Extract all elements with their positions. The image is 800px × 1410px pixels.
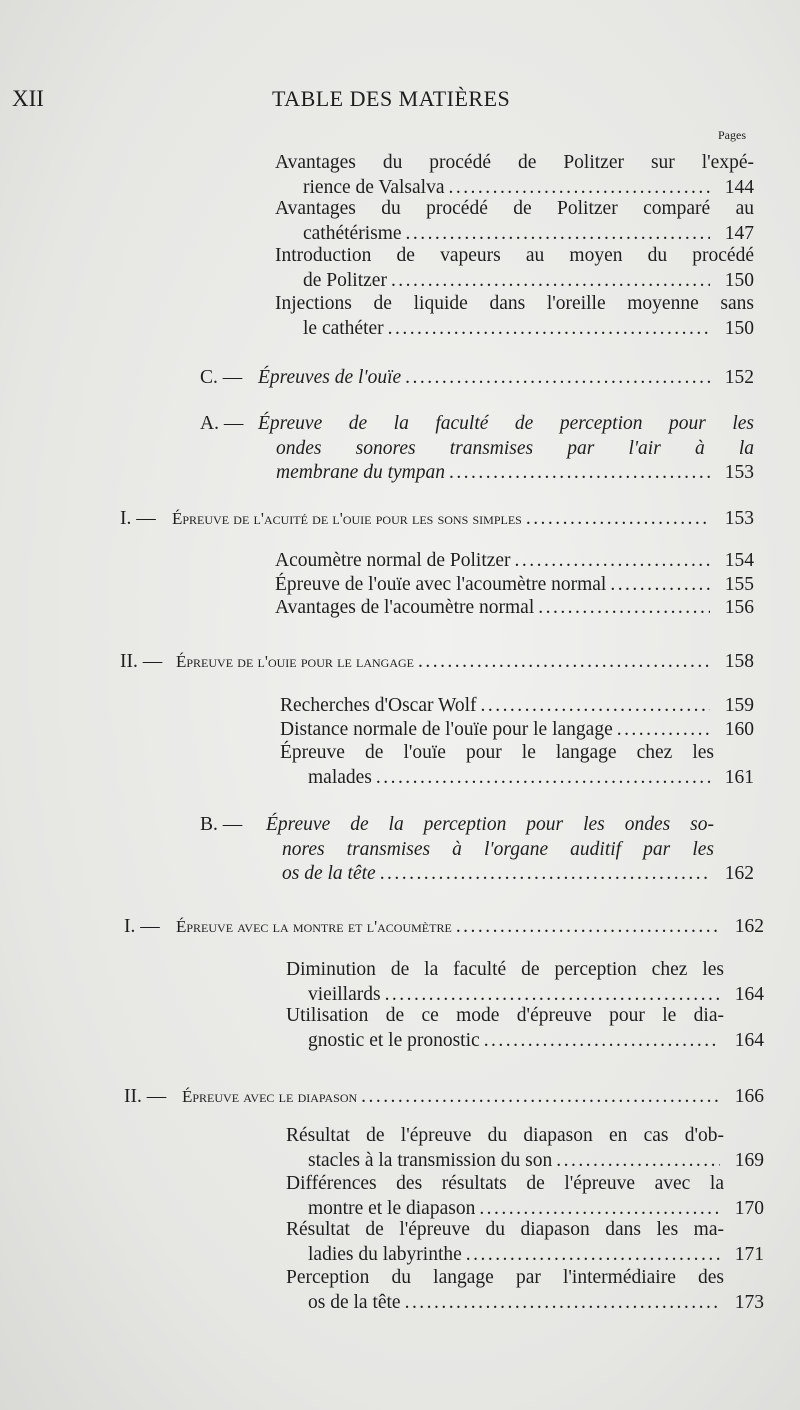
toc-subsection (120, 507, 754, 532)
entry-title: le cathéter (303, 317, 384, 339)
page-title: TABLE DES MATIÈRES (272, 86, 511, 111)
dot-leader (481, 694, 710, 719)
entry-title: de Politzer (303, 269, 387, 291)
toc-entry (275, 292, 754, 341)
dot-leader (526, 507, 710, 532)
page-ref: 164 (734, 983, 764, 1005)
page-ref: 166 (734, 1086, 764, 1107)
page-ref: 171 (734, 1243, 764, 1265)
entry-title: malades (308, 767, 372, 788)
section-prefix: B. — (200, 814, 243, 835)
page-ref: 152 (724, 367, 754, 388)
toc-section (200, 366, 754, 391)
dot-leader (405, 1291, 720, 1316)
toc-entry (275, 197, 754, 246)
subsection-prefix: II. — (120, 651, 163, 672)
entry-line: Introduction de vapeurs au moyen du procédé (275, 245, 754, 266)
entry-line: Résultat de l'épreuve du diapason en cas d'ob- (286, 1125, 724, 1146)
page-ref: 162 (734, 916, 764, 937)
page-ref: 150 (724, 317, 754, 339)
subsection-title: Épreuve de l'acuité de l'ouie pour les sons simples (172, 509, 522, 528)
dot-leader (556, 1149, 720, 1174)
entry-line: Injections de liquide dans l'oreille moyenne sans (275, 293, 754, 314)
toc-entry (280, 741, 714, 766)
entry-title: Recherches d'Oscar Wolf (280, 695, 477, 716)
toc-section (200, 412, 754, 486)
subsection-prefix: I. — (124, 916, 160, 937)
page-ref: 159 (724, 695, 754, 716)
dot-leader (388, 317, 710, 342)
page-ref: 160 (724, 719, 754, 740)
toc-entry (280, 694, 754, 719)
section-title: Épreuve de la perception pour les ondes so- (266, 814, 714, 835)
page-ref: 169 (734, 1149, 764, 1171)
dot-leader (515, 549, 710, 574)
toc-entry (286, 1266, 764, 1315)
entry-title: ladies du labyrinthe (308, 1243, 462, 1265)
entry-title: stacles à la transmission du son (308, 1149, 553, 1171)
entry-line: Avantages du procédé de Politzer comparé au (275, 198, 754, 219)
dot-leader (406, 222, 710, 247)
entry-title: rience de Valsalva (303, 176, 445, 198)
dot-leader (405, 366, 710, 391)
toc-subsection (120, 650, 754, 675)
entry-title: Acoumètre normal de Politzer (275, 550, 511, 571)
entry-line: Perception du langage par l'intermédiaire des (286, 1267, 724, 1288)
toc-entry-continuation (308, 766, 754, 791)
page-ref: 155 (724, 574, 754, 595)
dot-leader (456, 915, 720, 940)
page-ref: 173 (734, 1291, 764, 1313)
subsection-title: Épreuve avec la montre et l'acoumètre (176, 917, 452, 936)
section-title-line: ondes sonores transmises par l'air à la (276, 437, 754, 459)
toc-entry (286, 1004, 764, 1053)
toc-entry (280, 718, 754, 743)
entry-title: os de la tête (308, 1291, 401, 1313)
entry-title: Distance normale de l'ouïe pour le langage (280, 719, 613, 740)
subsection-prefix: II. — (124, 1086, 167, 1107)
page-ref: 164 (734, 1029, 764, 1051)
page-ref: 154 (724, 550, 754, 571)
toc-entry (286, 1218, 764, 1267)
subsection-title: Épreuve avec le diapason (182, 1087, 358, 1106)
toc-entry (275, 596, 754, 621)
toc-entry (275, 244, 754, 293)
toc-section (200, 813, 754, 887)
section-title-line: nores transmises à l'organe auditif par les (282, 838, 714, 860)
entry-title: Épreuve de l'ouïe avec l'acoumètre normal (275, 574, 607, 595)
entry-line: Différences des résultats de l'épreuve avec la (286, 1173, 724, 1194)
entry-title: cathétérisme (303, 222, 402, 244)
entry-title: Avantages de l'acoumètre normal (275, 597, 535, 618)
section-title: Épreuves de l'ouïe (258, 367, 402, 388)
toc-entry (275, 151, 754, 200)
entry-title: vieillards (308, 983, 381, 1005)
entry-line: Diminution de la faculté de perception chez les (286, 959, 724, 980)
toc-entry (286, 958, 764, 1007)
toc-subsection (124, 1085, 764, 1110)
entry-line: Résultat de l'épreuve du diapason dans les ma- (286, 1219, 724, 1240)
entry-line: Utilisation de ce mode d'épreuve pour le dia- (286, 1005, 724, 1026)
section-title: Épreuve de la faculté de perception pour les (258, 413, 754, 434)
dot-leader (418, 650, 710, 675)
dot-leader (617, 718, 710, 743)
dot-leader (376, 766, 710, 791)
section-title-line: membrane du tympan (276, 462, 445, 483)
page-ref: 147 (724, 222, 754, 244)
toc-subsection (124, 915, 764, 940)
dot-leader (484, 1029, 720, 1054)
page-ref: 153 (724, 462, 754, 483)
dot-leader (610, 573, 710, 598)
page-ref: 150 (724, 269, 754, 291)
dot-leader (391, 269, 710, 294)
pages-column-label: Pages (718, 128, 746, 142)
entry-title: gnostic et le pronostic (308, 1029, 480, 1051)
page-ref: 156 (724, 597, 754, 618)
page-ref: 158 (724, 651, 754, 672)
page-ref: 162 (724, 863, 754, 884)
section-prefix: A. — (200, 413, 244, 434)
toc-entry (286, 1172, 764, 1221)
page-number: XII (12, 86, 44, 111)
page-ref: 144 (724, 176, 754, 198)
page-ref: 161 (724, 767, 754, 788)
entry-title: montre et le diapason (308, 1197, 476, 1219)
dot-leader (466, 1243, 720, 1268)
subsection-title: Épreuve de l'ouie pour le langage (176, 652, 415, 671)
dot-leader (538, 596, 710, 621)
section-prefix: C. — (200, 367, 243, 388)
subsection-prefix: I. — (120, 508, 156, 529)
page-ref: 170 (734, 1197, 764, 1219)
dot-leader (449, 461, 710, 486)
toc-entry (275, 549, 754, 574)
toc-entry (275, 573, 754, 598)
entry-line: Avantages du procédé de Politzer sur l'expé- (275, 152, 754, 173)
dot-leader (380, 862, 710, 887)
dot-leader (361, 1085, 720, 1110)
toc-entry (286, 1124, 764, 1173)
page-ref: 153 (724, 508, 754, 529)
section-title-line: os de la tête (282, 863, 376, 884)
entry-line: Épreuve de l'ouïe pour le langage chez les (280, 742, 714, 763)
